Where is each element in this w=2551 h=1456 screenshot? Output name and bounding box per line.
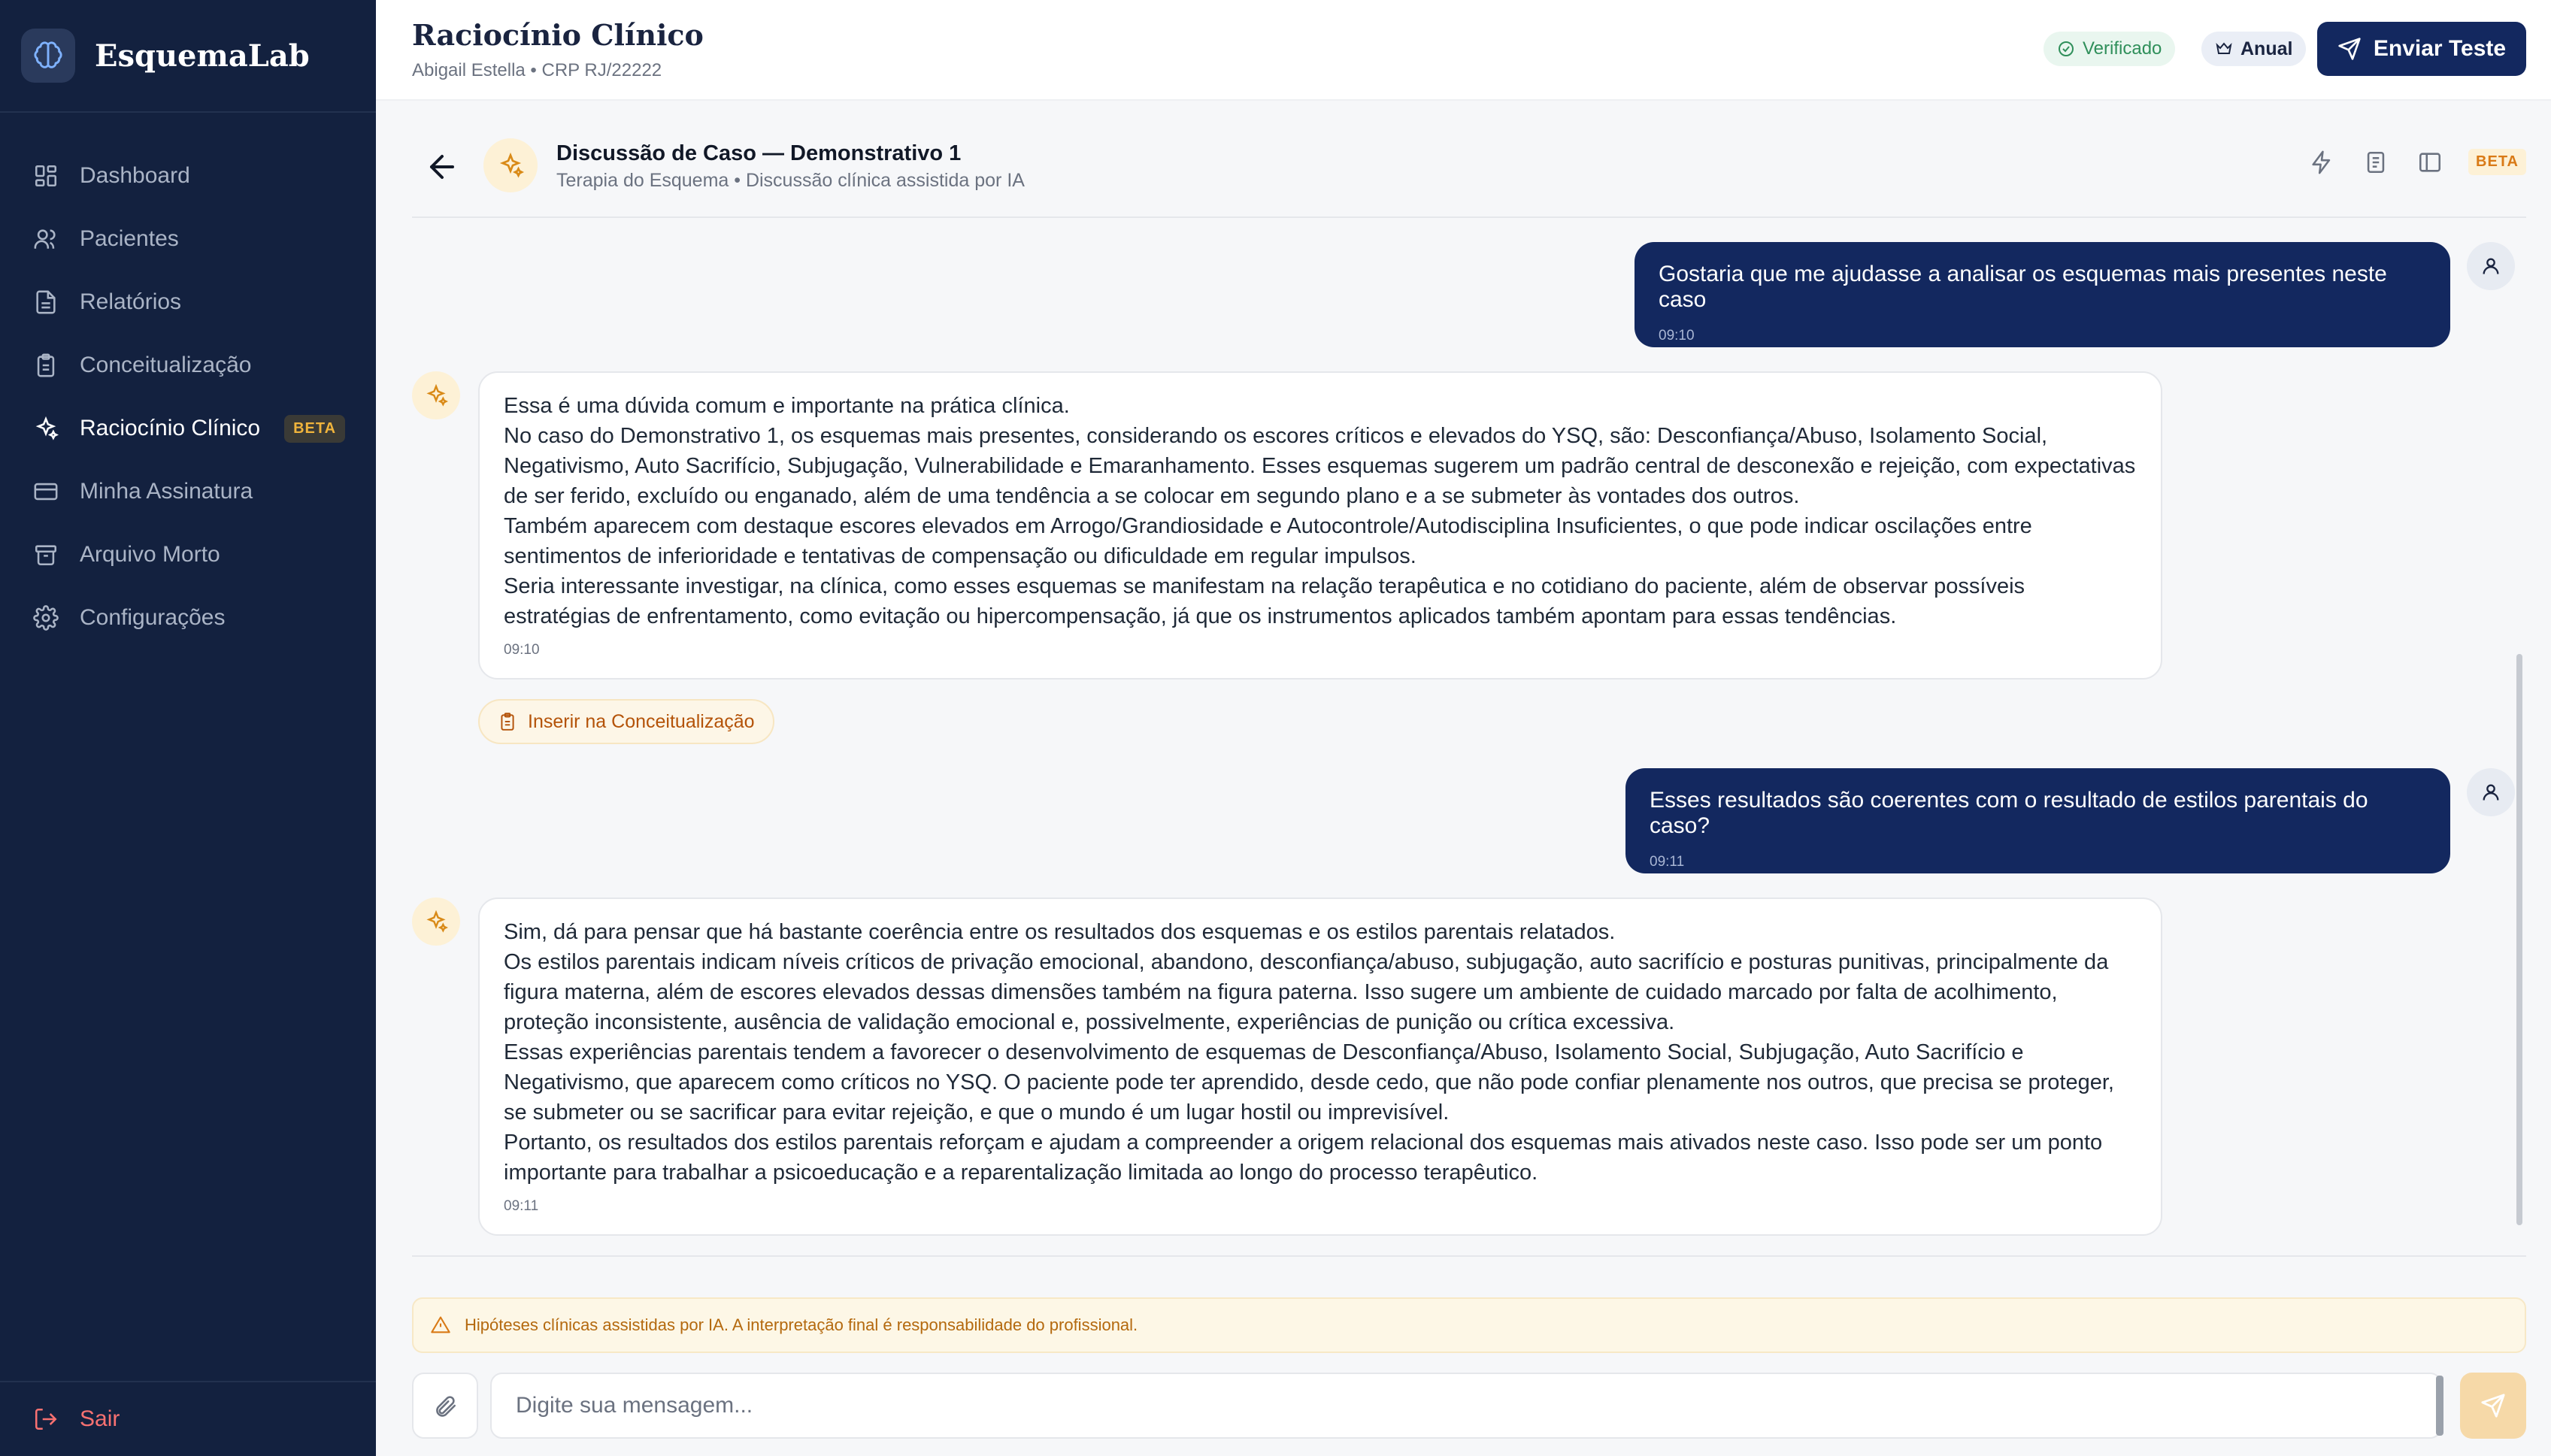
- message-paragraph: Sim, dá para pensar que há bastante coerência entre os resultados dos esquemas e os estilos parentais relatados.: [504, 920, 1616, 944]
- send-message-button[interactable]: [2460, 1373, 2526, 1439]
- warning-icon: [430, 1315, 451, 1336]
- user-avatar: [2467, 242, 2515, 290]
- sidebar-item-pacientes[interactable]: [0, 207, 376, 271]
- send-icon: [2480, 1393, 2506, 1418]
- sidebar-item-relatorios[interactable]: [0, 271, 376, 334]
- message-time: 09:11: [504, 1198, 539, 1214]
- sidebar-item-configuracoes[interactable]: [0, 586, 376, 649]
- chat-bottom-divider: [412, 1255, 2526, 1272]
- verified-label: Verificado: [2083, 38, 2162, 59]
- message-text: Esses resultados são coerentes com o resultado de estilos parentais do caso?: [1650, 788, 2368, 838]
- sparkles-icon: [424, 383, 448, 407]
- insert-conceitualizacao-button[interactable]: [478, 699, 774, 744]
- sparkles-icon: [33, 416, 59, 441]
- app-name: EsquemaLab: [95, 38, 310, 74]
- page-title: Raciocínio Clínico: [412, 18, 704, 52]
- send-test-button[interactable]: [2317, 22, 2526, 76]
- user-message: [1625, 768, 2450, 873]
- brain-logo-icon: [21, 29, 75, 83]
- beta-badge: BETA: [284, 415, 345, 443]
- message-time: 09:10: [504, 642, 540, 658]
- assistant-avatar: [412, 898, 460, 946]
- chat-scrollbar[interactable]: [2516, 654, 2522, 1225]
- user-avatar: [2467, 768, 2515, 816]
- sidebar-item-label: Arquivo Morto: [80, 542, 220, 567]
- users-icon: [33, 226, 59, 252]
- gear-icon: [33, 605, 59, 631]
- sparkles-icon: [497, 152, 524, 179]
- assistant-message: [478, 371, 2162, 680]
- chat-subtitle: Terapia do Esquema • Discussão clínica assistida por IA: [556, 170, 1025, 191]
- assistant-message: [478, 898, 2162, 1236]
- sidebar-item-label: Dashboard: [80, 163, 190, 188]
- disclaimer-text: Hipóteses clínicas assistidas por IA. A interpretação final é responsabilidade do profissional.: [465, 1315, 1138, 1334]
- sidebar-item-label: Configurações: [80, 605, 226, 630]
- user-message: [1635, 242, 2450, 347]
- sidebar-item-label: Raciocínio Clínico: [80, 416, 261, 440]
- attach-button[interactable]: [412, 1373, 478, 1439]
- message-paragraph: Essas experiências parentais tendem a favorecer o desenvolvimento de esquemas de Desconfiança/Abuso, Isolamento Social, Subjugação, Auto Sacrifício e Negativismo, que aparecem como críticos no YSQ. O paciente pode ter aprendido, desde cedo, que não pode confiar plenamente nos outros, que precisa se proteger, se submeter ou se sacrificar para evitar rejeição, e que o mundo é um lugar hostil ou imprevisível.: [504, 1040, 2114, 1125]
- logout-icon: [33, 1406, 59, 1432]
- sidebar: [0, 0, 376, 1456]
- logout-button[interactable]: [0, 1381, 376, 1456]
- crown-icon: [2215, 40, 2233, 58]
- sidebar-item-dashboard[interactable]: [0, 144, 376, 207]
- chat-header: [412, 125, 2526, 218]
- message-time: 09:11: [1650, 854, 1685, 870]
- chat-title: Discussão de Caso — Demonstrativo 1: [556, 141, 962, 165]
- sidebar-item-label: Pacientes: [80, 226, 179, 251]
- message-paragraph: Também aparecem com destaque escores elevados em Arrogo/Grandiosidade e Autocontrole/Autodisciplina Insuficientes, o que pode indicar oscilações entre sentimentos de inferioridade e tentativas de compensação ou dificuldade em regular impulsos.: [504, 514, 2032, 568]
- archive-icon: [33, 542, 59, 568]
- message-time: 09:10: [1659, 328, 1695, 344]
- send-icon: [2337, 37, 2362, 61]
- ai-disclaimer: [412, 1297, 2526, 1353]
- check-circle-icon: [2057, 40, 2075, 58]
- sparkles-icon: [424, 910, 448, 934]
- page-subtitle: Abigail Estella • CRP RJ/22222: [412, 60, 662, 80]
- message-paragraph: Seria interessante investigar, na clínica, como esses esquemas se manifestam na relação terapêutica e no cotidiano do paciente, além de observar possíveis estratégias de enfrentamento, como evitação ou hipercompensação, já que os instrumentos aplicados também apontam para essas tendências.: [504, 574, 2025, 628]
- sidebar-nav: [0, 113, 376, 649]
- clipboard-icon: [498, 712, 517, 731]
- message-paragraph: No caso do Demonstrativo 1, os esquemas mais presentes, considerando os escores críticos e elevados do YSQ, são: Desconfiança/Abuso, Isolamento Social, Negativismo, Auto Sacrifício, Subjugação, Vulnerabilidade e Emaranhamento. Esses esquemas sugerem um padrão central de desconexão e rejeição, com expectativas de ser ferido, excluído ou enganado, além de uma tendência a se colocar em segundo plano e a se submeter às vontades dos outros.: [504, 424, 2136, 508]
- input-scrollbar: [2436, 1376, 2443, 1436]
- sidebar-item-arquivo-morto[interactable]: [0, 523, 376, 586]
- panel-toggle-icon[interactable]: [2417, 150, 2443, 175]
- chat-toolbar: [2280, 149, 2526, 175]
- insert-label: Inserir na Conceitualização: [528, 710, 755, 732]
- message-text: Gostaria que me ajudasse a analisar os esquemas mais presentes neste caso: [1659, 262, 2387, 312]
- sidebar-item-label: Relatórios: [80, 289, 182, 314]
- sidebar-item-label: Conceitualização: [80, 353, 252, 377]
- dashboard-icon: [33, 163, 59, 189]
- message-input[interactable]: [490, 1373, 2442, 1439]
- top-header: [376, 0, 2551, 101]
- plan-label: Anual: [2240, 38, 2293, 59]
- paperclip-icon: [432, 1393, 458, 1418]
- back-arrow-icon[interactable]: [424, 149, 460, 185]
- brand[interactable]: [0, 0, 376, 113]
- logout-label: Sair: [80, 1406, 120, 1431]
- plan-badge: [2201, 32, 2306, 66]
- user-icon: [2480, 782, 2501, 803]
- credit-card-icon: [33, 479, 59, 504]
- sidebar-item-minha-assinatura[interactable]: [0, 460, 376, 523]
- lightning-icon[interactable]: [2309, 150, 2334, 175]
- message-paragraph: Essa é uma dúvida comum e importante na prática clínica.: [504, 394, 1070, 418]
- message-paragraph: Os estilos parentais indicam níveis críticos de privação emocional, abandono, desconfiança/abuso, subjugação, auto sacrifício e posturas punitivas, principalmente da figura materna, além de escores elevados dessas dimensões também na figura paterna. Isso sugere um ambiente de cuidado marcado por falta de acolhimento, proteção inconsistente, ausência de validação emocional e, possivelmente, experiências de punição ou crítica excessiva.: [504, 950, 2109, 1034]
- verified-badge: [2044, 32, 2175, 66]
- send-test-label: Enviar Teste: [2373, 36, 2507, 61]
- assistant-avatar: [412, 371, 460, 419]
- notes-icon[interactable]: [2363, 150, 2389, 175]
- sidebar-item-conceitualizacao[interactable]: [0, 334, 376, 397]
- assistant-avatar: [483, 138, 538, 192]
- beta-badge: BETA: [2468, 149, 2526, 175]
- user-icon: [2480, 256, 2501, 277]
- message-paragraph: Portanto, os resultados dos estilos parentais reforçam e ajudam a compreender a origem relacional dos esquemas mais ativados neste caso. Isso pode ser um ponto importante para trabalhar a psicoeducação e a reparentalização limitada ao longo do processo terapêutico.: [504, 1131, 2103, 1185]
- report-icon: [33, 289, 59, 315]
- sidebar-item-label: Minha Assinatura: [80, 479, 253, 504]
- sidebar-item-raciocinio-clinico[interactable]: [0, 397, 376, 460]
- clipboard-icon: [33, 353, 59, 378]
